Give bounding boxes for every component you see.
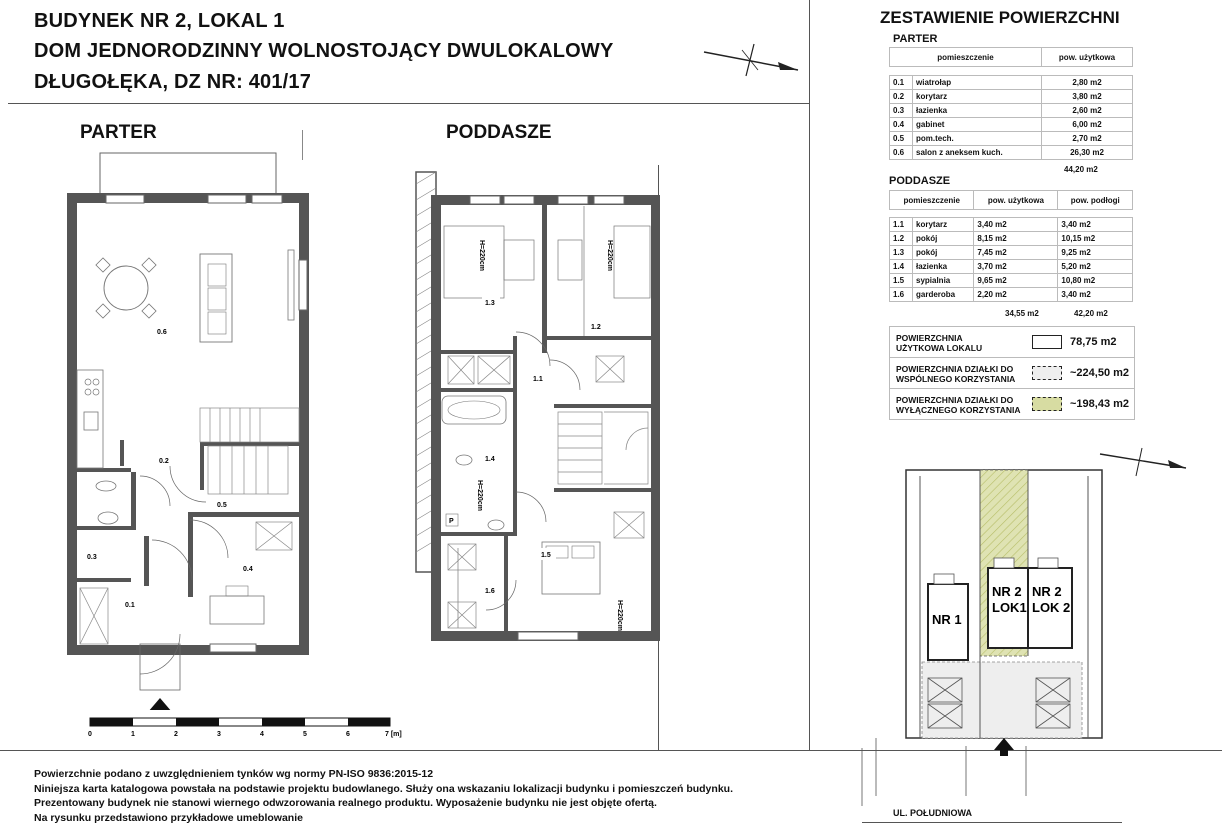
poddasze-section-label: PODDASZE	[889, 175, 951, 187]
parter-title: PARTER	[80, 122, 157, 143]
street-line	[862, 822, 1122, 823]
room-label-1.6: 1.6	[485, 588, 495, 595]
site-label-lok1-nr: NR 2	[992, 584, 1022, 599]
table-row: 1.2 pokój 8,15 m2 10,15 m2	[890, 232, 1133, 246]
table-row: 0.1 wiatrołap 2,80 m2	[890, 76, 1133, 90]
col-room: pomieszczenie	[890, 191, 974, 210]
table-row: 1.3 pokój 7,45 m2 9,25 m2	[890, 246, 1133, 260]
parter-area-table	[889, 47, 1133, 160]
room-label-1.1: 1.1	[533, 376, 543, 383]
table-row: 0.2 korytarz 3,80 m2	[890, 90, 1133, 104]
scale-tick-0: 0	[88, 731, 92, 738]
footnote-1: Powierzchnie podano z uwzględnieniem tynków wg normy PN-ISO 9836:2015-12	[34, 768, 434, 780]
scale-tick-6: 6	[346, 731, 350, 738]
room-label-0.3: 0.3	[87, 554, 97, 561]
site-label-lok1: LOK1	[992, 600, 1027, 615]
height-label-3: H=220cm	[476, 480, 483, 511]
site-label-nr1: NR 1	[932, 612, 962, 627]
height-label-1: H=220cm	[478, 240, 485, 271]
height-label-2: H=220cm	[606, 240, 613, 271]
parter-section-label: PARTER	[893, 33, 938, 45]
summary-title: ZESTAWIENIE POWIERZCHNI	[880, 8, 1120, 27]
building-type: DOM JEDNORODZINNY WOLNOSTOJĄCY DWULOKALOWY	[34, 40, 614, 62]
location: DŁUGOŁĘKA, DZ NR: 401/17	[34, 71, 312, 93]
scale-tick-3: 3	[217, 731, 221, 738]
scale-tick-1: 1	[131, 731, 135, 738]
room-label-1.2: 1.2	[591, 324, 601, 331]
site-plan	[856, 466, 1106, 806]
table-row: 0.4 gabinet 6,00 m2	[890, 118, 1133, 132]
room-label-1.5: 1.5	[541, 552, 551, 559]
legend-swatch-white	[1032, 335, 1062, 349]
table-row: 0.3 łazienka 2,60 m2	[890, 104, 1133, 118]
poddasze-total-area: 34,55 m2	[1005, 309, 1039, 318]
room-label-0.4: 0.4	[243, 566, 253, 573]
poddasze-title: PODDASZE	[446, 122, 552, 143]
footnote-2: Niniejsza karta katalogowa powstała na podstawie projektu budowlanego. Służy ona wskazaniu lokalizacji budynku i pomieszczeń budynku.	[34, 782, 733, 795]
table-row: 0.6 salon z aneksem kuch. 26,30 m2	[890, 146, 1133, 160]
legend-swatch-grey	[1032, 366, 1062, 380]
room-label-0.2: 0.2	[159, 458, 169, 465]
col-area: pow. użytkowa	[1042, 48, 1133, 67]
footnote-4: Na rysunku przedstawiono przykładowe umeblowanie	[34, 811, 303, 824]
footnote-3: Prezentowany budynek nie stanowi wiernego odwzorowania realnego produktu. Wyposażenie budynku nie jest objęte ofertą.	[34, 797, 657, 809]
sheet-divider	[809, 0, 810, 750]
table-row: 1.5 sypialnia 9,65 m2 10,80 m2	[890, 274, 1133, 288]
room-label-1.4: 1.4	[485, 456, 495, 463]
table-row: 1.4 łazienka 3,70 m2 5,20 m2	[890, 260, 1133, 274]
building-title: BUDYNEK NR 2, LOKAL 1	[34, 10, 285, 32]
room-label-0.1: 0.1	[125, 602, 135, 609]
col-floor: pow. podłogi	[1058, 191, 1133, 210]
legend-shared-plot: POWIERZCHNIA DZIAŁKI DO WSPÓLNEGO KORZYSTANIA ~224,50 m2	[889, 357, 1135, 389]
height-label-4: H=220cm	[616, 600, 623, 631]
scale-tick-7: 7 [m]	[385, 731, 402, 738]
poddasze-total-floor: 42,20 m2	[1074, 309, 1108, 318]
room-label-0.6: 0.6	[157, 329, 167, 336]
parter-total: 44,20 m2	[1064, 165, 1098, 174]
footnotes	[34, 767, 733, 825]
street-name: UL. POŁUDNIOWA	[893, 808, 972, 818]
scale-tick-5: 5	[303, 731, 307, 738]
table-row: 1.1 korytarz 3,40 m2 3,40 m2	[890, 218, 1133, 232]
site-label-lok2-nr: NR 2	[1032, 584, 1062, 599]
table-row: 1.6 garderoba 2,20 m2 3,40 m2	[890, 288, 1133, 302]
scale-tick-4: 4	[260, 731, 264, 738]
table-row: 0.5 pom.tech. 2,70 m2	[890, 132, 1133, 146]
scale-bar	[80, 714, 410, 744]
storage-label: P	[449, 518, 454, 525]
room-label-0.5: 0.5	[217, 502, 227, 509]
legend-swatch-green	[1032, 397, 1062, 411]
room-label-1.3: 1.3	[485, 300, 495, 307]
poddasze-floor-plan	[408, 160, 660, 680]
header-divider	[8, 103, 810, 104]
legend-exclusive-plot: POWIERZCHNIA DZIAŁKI DO WYŁĄCZNEGO KORZYSTANIA ~198,43 m2	[889, 388, 1135, 420]
col-room: pomieszczenie	[890, 48, 1042, 67]
legend-usable-area: POWIERZCHNIA UŻYTKOWA LOKALU 78,75 m2	[889, 326, 1135, 358]
poddasze-area-table	[889, 190, 1133, 302]
scale-tick-2: 2	[174, 731, 178, 738]
north-arrow-icon	[702, 40, 802, 78]
site-label-lok2: LOK 2	[1032, 600, 1071, 615]
north-arrow-icon	[1098, 446, 1190, 480]
parter-floor-plan	[60, 150, 320, 710]
col-area: pow. użytkowa	[974, 191, 1058, 210]
